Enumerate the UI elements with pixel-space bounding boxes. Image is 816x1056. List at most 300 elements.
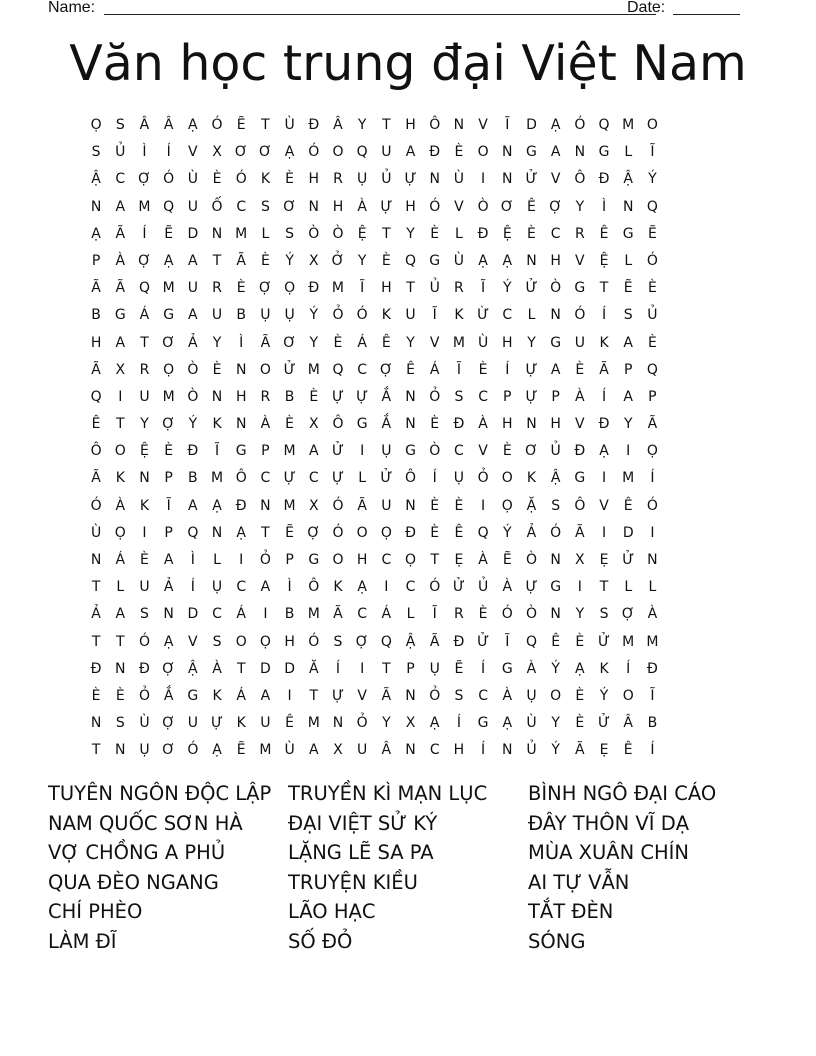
grid-letter[interactable]: M [452,334,465,351]
grid-letter[interactable]: Đ [429,144,441,161]
grid-letter[interactable]: Y [406,225,415,242]
grid-letter[interactable]: À [526,660,537,677]
grid-letter[interactable]: N [526,252,537,269]
grid-letter[interactable]: Ù [453,252,465,269]
grid-letter[interactable]: Ỏ [332,307,344,324]
grid-letter[interactable]: Ắ [381,416,392,433]
grid-letter[interactable]: A [623,388,633,405]
grid-letter[interactable]: Ó [550,524,562,541]
grid-letter[interactable]: È [430,524,440,541]
grid-letter[interactable]: Ặ [526,497,537,514]
grid-letter[interactable]: Ơ [162,334,176,351]
grid-letter[interactable]: Ả [188,334,198,351]
grid-letter[interactable]: Ự [525,579,538,596]
grid-letter[interactable]: N [526,416,537,433]
grid-letter[interactable]: D [260,660,271,677]
grid-letter[interactable]: Ọ [380,524,392,541]
grid-letter[interactable]: Ã [115,280,126,297]
grid-letter[interactable]: À [478,416,488,433]
grid-letter[interactable]: Ù [139,715,150,732]
grid-letter[interactable]: L [455,225,463,242]
grid-letter[interactable]: O [477,144,489,161]
grid-letter[interactable]: N [429,171,440,188]
grid-letter[interactable]: Ù [477,334,489,351]
grid-letter[interactable]: I [360,660,365,677]
grid-letter[interactable]: G [574,280,586,297]
grid-letter[interactable]: O [332,552,344,568]
grid-letter[interactable]: Ò [477,198,489,215]
grid-letter[interactable]: Ả [91,606,101,623]
grid-letter[interactable]: È [575,715,585,732]
grid-letter[interactable]: T [599,280,609,297]
grid-letter[interactable]: Ử [598,715,611,732]
grid-letter[interactable]: V [478,117,488,133]
grid-letter[interactable]: Y [140,416,149,433]
grid-letter[interactable]: T [406,280,415,297]
grid-letter[interactable]: Ý [503,524,512,541]
grid-letter[interactable]: Đ [90,660,102,677]
grid-letter[interactable]: Đ [477,225,489,242]
grid-letter[interactable]: O [501,470,513,487]
grid-letter[interactable]: G [429,252,441,269]
grid-letter[interactable]: K [454,307,464,324]
grid-letter[interactable]: Y [357,252,367,269]
grid-letter[interactable]: È [527,225,536,242]
grid-letter[interactable]: D [526,117,537,133]
grid-letter[interactable]: Ơ [283,334,296,351]
grid-letter[interactable]: P [285,552,294,568]
grid-letter[interactable]: O [259,361,271,378]
grid-letter[interactable]: È [430,416,440,433]
grid-letter[interactable]: P [406,660,415,677]
grid-letter[interactable]: È [647,334,657,351]
grid-letter[interactable]: Ự [525,361,538,378]
grid-letter[interactable]: A [188,497,198,514]
grid-letter[interactable]: È [285,416,295,433]
grid-letter[interactable]: Ọ [163,361,175,378]
grid-letter[interactable]: Ẽ [502,552,512,568]
grid-letter[interactable]: H [308,171,320,188]
grid-letter[interactable]: Ù [526,715,537,732]
grid-letter[interactable]: Ậ [623,171,633,188]
grid-letter[interactable]: Ê [527,198,536,215]
grid-letter[interactable]: Â [623,715,633,732]
grid-letter[interactable]: Ẽ [623,280,633,297]
grid-letter[interactable]: È [140,552,149,568]
grid-letter[interactable]: Ó [574,307,586,324]
grid-letter[interactable]: Ó [163,171,175,188]
grid-letter[interactable]: Ê [406,361,415,378]
grid-letter[interactable]: N [550,552,561,568]
grid-letter[interactable]: N [502,171,513,188]
grid-letter[interactable]: C [357,606,368,623]
grid-letter[interactable]: Ô [235,470,247,487]
grid-letter[interactable]: N [90,552,102,568]
grid-letter[interactable]: Ơ [500,198,514,215]
grid-letter[interactable]: T [236,660,246,677]
grid-letter[interactable]: T [91,742,101,759]
grid-letter[interactable]: A [623,334,633,351]
grid-letter[interactable]: V [188,144,198,161]
grid-letter[interactable]: A [550,144,561,161]
grid-letter[interactable]: Ò [550,280,562,297]
grid-letter[interactable]: T [382,660,391,677]
grid-letter[interactable]: Q [90,388,102,405]
grid-letter[interactable]: Q [380,633,392,650]
grid-letter[interactable]: Ĩ [481,280,486,297]
grid-letter[interactable]: B [236,307,247,324]
grid-letter[interactable]: Ự [356,388,369,405]
grid-letter[interactable]: È [575,687,585,704]
grid-letter[interactable]: Ử [525,171,538,188]
grid-letter[interactable]: S [91,144,101,161]
grid-letter[interactable]: Ỏ [259,552,271,568]
grid-letter[interactable]: Ỏ [477,470,489,487]
grid-letter[interactable]: K [526,470,537,487]
grid-letter[interactable]: P [551,388,560,405]
grid-letter[interactable]: Í [456,715,461,732]
grid-letter[interactable]: G [477,715,489,732]
grid-letter[interactable]: H [381,280,392,297]
grid-letter[interactable]: T [309,687,319,704]
grid-letter[interactable]: R [212,280,222,297]
grid-letter[interactable]: Ẽ [236,742,246,759]
grid-letter[interactable]: T [212,252,222,269]
grid-letter[interactable]: Ụ [139,742,150,759]
grid-letter[interactable]: N [211,388,223,405]
grid-letter[interactable]: S [115,715,125,732]
grid-letter[interactable]: Ã [647,416,658,433]
grid-letter[interactable]: A [308,443,319,460]
grid-letter[interactable]: Ủ [477,579,489,596]
grid-letter[interactable]: Ử [477,633,490,650]
grid-letter[interactable]: T [382,225,391,242]
grid-letter[interactable]: N [453,117,465,133]
grid-letter[interactable]: R [454,280,464,297]
grid-letter[interactable]: B [188,470,198,487]
grid-letter[interactable]: D [187,225,199,242]
grid-letter[interactable]: Ợ [307,524,321,541]
grid-letter[interactable]: X [308,252,319,269]
grid-letter[interactable]: H [405,117,416,133]
grid-letter[interactable]: Ỏ [429,687,441,704]
grid-letter[interactable]: Â [381,742,392,759]
grid-letter[interactable]: Đ [453,416,465,433]
grid-letter[interactable]: Y [527,334,536,351]
grid-letter[interactable]: Ọ [501,497,513,514]
grid-letter[interactable]: L [116,579,125,596]
grid-letter[interactable]: Ạ [357,579,367,596]
grid-letter[interactable]: N [211,524,223,541]
grid-letter[interactable]: A [115,198,126,215]
grid-letter[interactable]: L [358,470,367,487]
grid-letter[interactable]: Ử [525,280,538,297]
grid-letter[interactable]: T [261,117,270,133]
grid-letter[interactable]: Ó [235,171,247,188]
grid-letter[interactable]: È [285,171,295,188]
grid-letter[interactable]: Ý [188,416,198,433]
grid-letter[interactable]: Đ [453,633,465,650]
grid-letter[interactable]: N [647,552,658,568]
grid-letter[interactable]: Á [236,687,246,704]
grid-letter[interactable]: Ó [308,633,320,650]
grid-letter[interactable]: Ã [91,280,101,297]
grid-letter[interactable]: V [429,334,440,351]
grid-letter[interactable]: K [260,171,270,188]
grid-letter[interactable]: Ý [285,252,294,269]
grid-letter[interactable]: Ợ [355,633,369,650]
grid-letter[interactable]: Ô [574,497,586,514]
grid-letter[interactable]: Á [236,606,246,623]
grid-letter[interactable]: N [405,687,416,704]
grid-letter[interactable]: Ó [574,117,586,133]
grid-letter[interactable]: K [333,579,343,596]
grid-letter[interactable]: È [236,280,246,297]
grid-letter[interactable]: Ẽ [236,117,246,133]
grid-letter[interactable]: Ạ [502,715,513,732]
grid-letter[interactable]: Ó [308,144,320,161]
grid-letter[interactable]: U [187,280,198,297]
grid-letter[interactable]: Ò [187,388,199,405]
grid-letter[interactable]: S [285,225,295,242]
grid-letter[interactable]: D [622,524,634,541]
grid-letter[interactable]: Ô [332,416,344,433]
grid-letter[interactable]: Í [166,144,171,161]
grid-letter[interactable]: È [212,361,222,378]
grid-letter[interactable]: Ý [503,280,512,297]
grid-letter[interactable]: V [454,198,464,215]
grid-letter[interactable]: Í [505,361,510,378]
grid-letter[interactable]: H [502,416,513,433]
grid-letter[interactable]: Ự [283,470,296,487]
grid-letter[interactable]: G [163,307,175,324]
grid-letter[interactable]: Ạ [575,660,585,677]
grid-letter[interactable]: U [381,497,392,514]
grid-letter[interactable]: Á [429,361,440,378]
grid-letter[interactable]: O [646,117,658,133]
grid-letter[interactable]: U [574,334,585,351]
grid-letter[interactable]: Q [477,524,489,541]
grid-letter[interactable]: Ô [429,117,441,133]
grid-letter[interactable]: Á [357,334,367,351]
grid-letter[interactable]: Í [481,660,486,677]
grid-letter[interactable]: V [478,443,488,460]
grid-letter[interactable]: N [502,144,513,161]
grid-letter[interactable]: B [284,388,295,405]
grid-letter[interactable]: Ạ [91,225,101,242]
grid-letter[interactable]: N [622,198,634,215]
grid-letter[interactable]: Ã [333,606,343,623]
grid-letter[interactable]: Â [333,117,343,133]
grid-letter[interactable]: C [502,307,513,324]
grid-letter[interactable]: G [550,334,562,351]
grid-letter[interactable]: Ơ [259,144,272,161]
grid-letter[interactable]: Ự [404,171,417,188]
grid-letter[interactable]: Ĩ [214,443,220,460]
grid-letter[interactable]: M [331,280,345,297]
grid-letter[interactable]: T [91,633,101,650]
grid-letter[interactable]: Ĩ [650,144,655,161]
grid-letter[interactable]: M [622,633,635,650]
grid-letter[interactable]: Ạ [212,742,222,759]
grid-letter[interactable]: T [116,416,125,433]
grid-letter[interactable]: Ì [239,334,244,351]
grid-letter[interactable]: È [430,497,440,514]
grid-letter[interactable]: Y [623,416,633,433]
grid-letter[interactable]: T [116,633,125,650]
grid-letter[interactable]: U [260,715,271,732]
grid-letter[interactable]: M [646,633,659,650]
grid-letter[interactable]: H [356,552,368,568]
grid-letter[interactable]: Ĩ [505,633,510,650]
grid-letter[interactable]: Y [575,198,585,215]
grid-letter[interactable]: È [647,280,657,297]
grid-letter[interactable]: A [163,552,174,568]
grid-letter[interactable]: Ê [454,524,464,541]
grid-letter[interactable]: Y [382,715,391,732]
grid-letter[interactable]: X [575,552,585,568]
grid-letter[interactable]: G [187,687,199,704]
grid-letter[interactable]: À [115,252,126,269]
grid-letter[interactable]: Ĩ [432,606,437,623]
grid-letter[interactable]: Ệ [140,443,149,460]
grid-letter[interactable]: M [307,606,320,623]
grid-letter[interactable]: I [360,443,365,460]
grid-letter[interactable]: U [139,388,150,405]
grid-letter[interactable]: S [454,687,464,704]
grid-letter[interactable]: I [263,606,268,623]
grid-letter[interactable]: P [164,524,173,541]
grid-letter[interactable]: Ậ [91,171,101,188]
grid-letter[interactable]: Ù [453,171,465,188]
grid-letter[interactable]: Í [601,307,607,324]
grid-letter[interactable]: Ã [236,252,246,269]
grid-letter[interactable]: V [550,171,561,188]
grid-letter[interactable]: È [575,361,585,378]
grid-letter[interactable]: Ê [381,334,391,351]
grid-letter[interactable]: Ã [381,687,392,704]
grid-letter[interactable]: X [115,361,126,378]
grid-letter[interactable]: K [599,660,609,677]
grid-letter[interactable]: Ă [308,660,319,677]
grid-letter[interactable]: Ợ [138,171,151,188]
grid-letter[interactable]: I [626,443,631,460]
grid-letter[interactable]: Ó [356,307,368,324]
grid-letter[interactable]: P [261,443,270,460]
grid-letter[interactable]: L [624,144,633,161]
grid-letter[interactable]: N [260,497,271,514]
grid-letter[interactable]: Ó [187,742,199,759]
grid-letter[interactable]: Ã [575,524,585,541]
grid-letter[interactable]: I [577,579,582,596]
grid-letter[interactable]: Ử [380,470,393,487]
grid-letter[interactable]: È [454,497,464,514]
grid-letter[interactable]: P [623,361,633,378]
name-input-line[interactable] [104,14,656,15]
grid-letter[interactable]: U [187,198,198,215]
grid-letter[interactable]: À [357,198,367,215]
grid-letter[interactable]: M [259,742,272,759]
grid-letter[interactable]: Ạ [212,497,222,514]
grid-letter[interactable]: Ệ [357,225,367,242]
grid-letter[interactable]: À [502,687,513,704]
grid-letter[interactable]: Ù [187,171,198,188]
grid-letter[interactable]: Ê [551,633,561,650]
grid-letter[interactable]: A [188,252,198,269]
grid-letter[interactable]: S [551,497,561,514]
grid-letter[interactable]: Ọ [405,552,417,568]
grid-letter[interactable]: T [430,552,439,568]
grid-letter[interactable]: B [91,307,101,324]
grid-letter[interactable]: B [647,715,658,732]
grid-letter[interactable]: Ử [331,443,344,460]
grid-letter[interactable]: Ĩ [505,117,510,133]
grid-letter[interactable]: Ỏ [356,715,368,732]
grid-letter[interactable]: Ù [90,524,102,541]
grid-letter[interactable]: Ả [526,524,537,541]
grid-letter[interactable]: Q [163,198,175,215]
grid-letter[interactable]: S [333,633,343,650]
grid-letter[interactable]: À [647,606,658,623]
grid-letter[interactable]: Y [575,606,585,623]
grid-letter[interactable]: D [187,606,199,623]
grid-letter[interactable]: A [308,742,319,759]
grid-letter[interactable]: O [332,144,344,161]
grid-letter[interactable]: Ạ [236,524,246,541]
grid-letter[interactable]: À [115,497,126,514]
grid-letter[interactable]: T [91,579,101,596]
grid-letter[interactable]: Ĩ [432,307,437,324]
grid-letter[interactable]: Ì [601,198,607,215]
grid-letter[interactable]: Ậ [550,470,561,487]
grid-letter[interactable]: Ù [284,117,295,133]
grid-letter[interactable]: N [405,388,416,405]
grid-letter[interactable]: R [139,361,150,378]
grid-letter[interactable]: L [213,552,221,568]
grid-letter[interactable]: N [115,660,126,677]
grid-letter[interactable]: T [261,524,270,541]
grid-letter[interactable]: Ẹ [599,552,609,568]
grid-letter[interactable]: Í [432,470,437,487]
grid-letter[interactable]: U [381,144,392,161]
grid-letter[interactable]: Ủ [429,280,440,297]
grid-letter[interactable]: A [188,307,198,324]
grid-letter[interactable]: Ô [574,171,586,188]
grid-letter[interactable]: Ụ [453,470,465,487]
grid-letter[interactable]: Ẽ [647,225,657,242]
grid-letter[interactable]: Á [381,606,392,623]
grid-letter[interactable]: Ợ [549,198,563,215]
grid-letter[interactable]: S [599,606,609,623]
grid-letter[interactable]: Đ [308,280,320,297]
grid-letter[interactable]: Ọ [114,524,126,541]
grid-letter[interactable]: G [235,443,247,460]
grid-letter[interactable]: È [478,606,488,623]
grid-letter[interactable]: Ý [551,742,560,759]
grid-letter[interactable]: O [356,524,368,541]
grid-letter[interactable]: Ử [452,579,465,596]
grid-letter[interactable]: À [502,579,513,596]
grid-letter[interactable]: L [261,225,270,242]
grid-letter[interactable]: Ợ [162,715,176,732]
grid-letter[interactable]: P [91,252,101,269]
grid-letter[interactable]: Ơ [162,742,176,759]
grid-letter[interactable]: S [260,198,270,215]
grid-letter[interactable]: Đ [187,443,199,460]
grid-letter[interactable]: Ĩ [360,280,365,297]
grid-letter[interactable]: Ử [622,552,635,568]
grid-letter[interactable]: Ỏ [429,388,441,405]
